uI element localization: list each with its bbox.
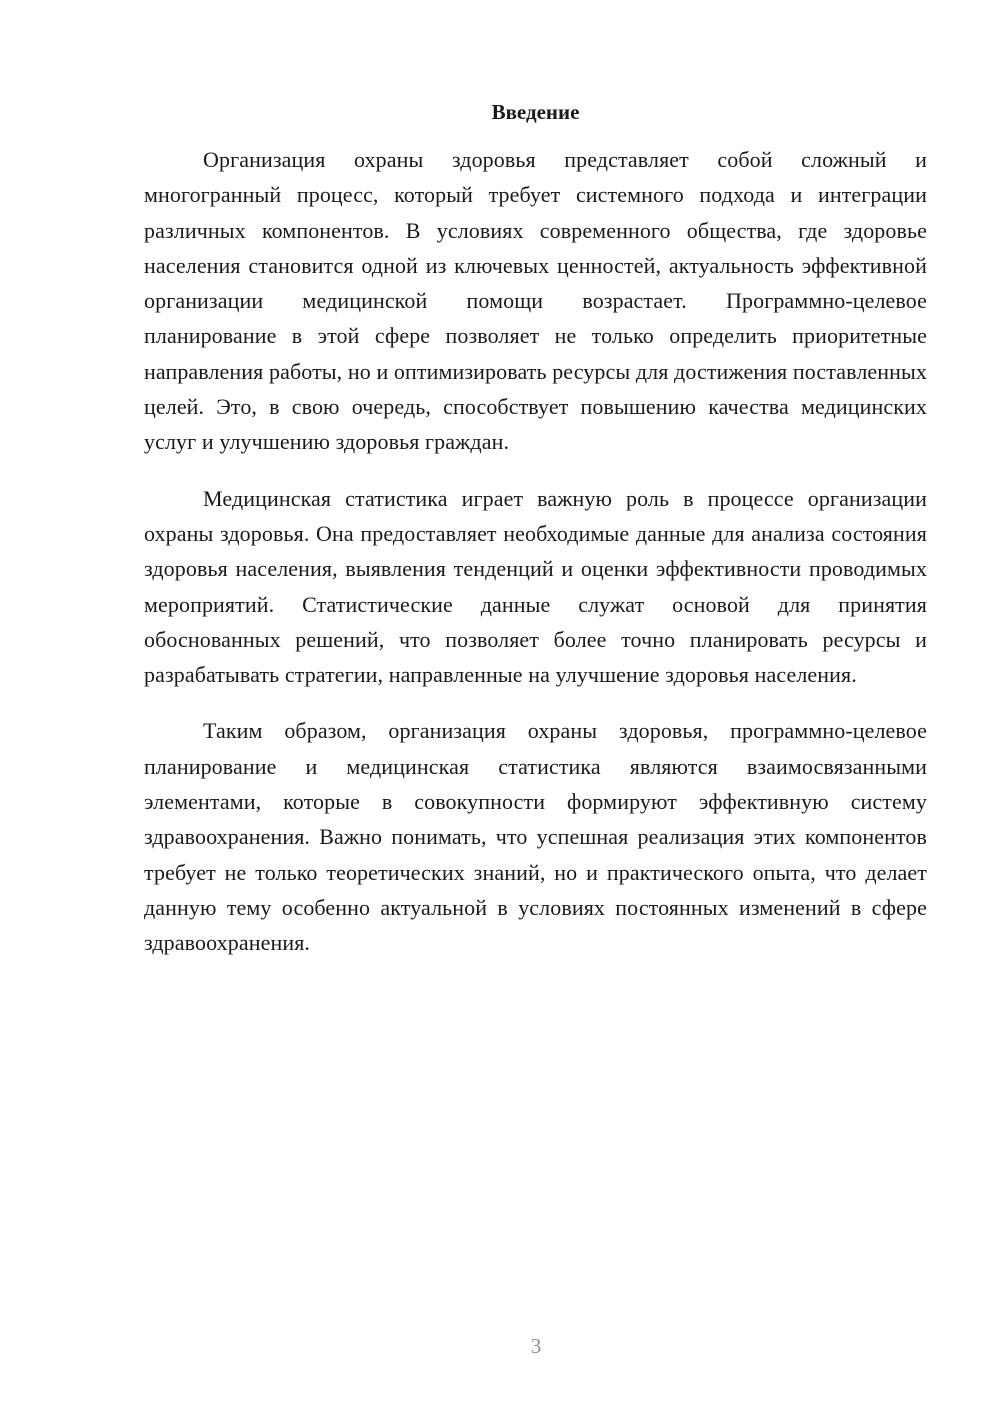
- body-text: [144, 142, 927, 961]
- page-number: 3: [530, 1334, 542, 1358]
- paragraph-intro: Организация охраны здоровья представляет собой сложный и многогранный процесс, который требует системного подхода и интеграции различных компонентов. В условиях современного общества, где здоровье населения становится одной из ключевых ценностей, актуальность эффективной организации медицинской помощи возрастает. Программно-целевое планирование в этой сфере позволяет не только определить приоритетные направления работы, но и оптимизировать ресурсы для достижения поставленных целей. Это, в свою очередь, способствует повышению качества медицинских услуг и улучшению здоровья граждан.: [144, 147, 927, 455]
- paragraph-conclusion: Таким образом, организация охраны здоровья, программно-целевое планирование и медицинская статистика являются взаимосвязанными элементами, которые в совокупности формируют эффективную систему здравоохранения. Важно понимать, что успешная реализация этих компонентов требует не только теоретических знаний, но и практического опыта, что делает данную тему особенно актуальной в условиях постоянных изменений в сфере здравоохранения.: [144, 718, 927, 956]
- section-title: Введение: [491, 100, 580, 124]
- paragraph-statistics: Медицинская статистика играет важную роль в процессе организации охраны здоровья. Она предоставляет необходимые данные для анализа состояния здоровья населения, выявления тенденций и оценки эффективности проводимых мероприятий. Статистические данные служат основой для принятия обоснованных решений, что позволяет более точно планировать ресурсы и разрабатывать стратегии, направленные на улучшение здоровья населения.: [144, 485, 927, 688]
